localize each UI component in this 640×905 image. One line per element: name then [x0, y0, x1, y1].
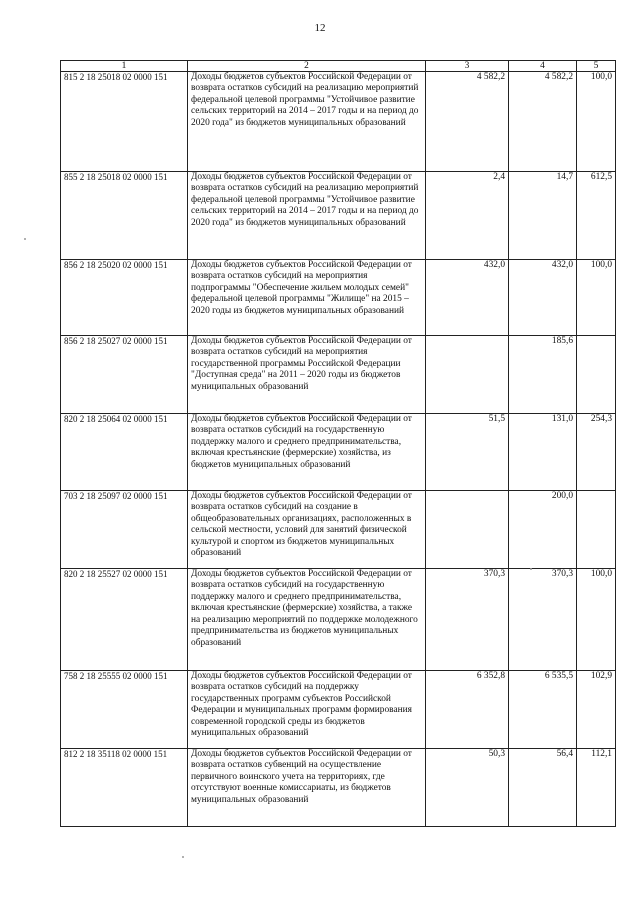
- budget-code-cell: 856 2 18 25027 02 0000 151: [61, 336, 188, 414]
- table-row: [61, 172, 616, 260]
- value-cell-4: 131,0: [509, 414, 577, 491]
- value-cell-4: 185,6: [509, 336, 577, 414]
- value-cell-4: 6 535,5: [509, 671, 577, 749]
- value-cell-3: [426, 491, 509, 569]
- value-cell-3: 50,3: [426, 749, 509, 827]
- scan-speck: [24, 238, 26, 240]
- description-cell: Доходы бюджетов субъектов Российской Федерации от возврата остатков субсидий на государственную поддержку малого и среднего предпринимательства, включая крестьянские (фермерские) хозяйства, а также на реализацию мероприятий по поддержке молодежного предпринимательства из бюджетов муниципальных образований: [188, 569, 426, 671]
- table-row: [61, 260, 616, 336]
- budget-code-cell: 855 2 18 25018 02 0000 151: [61, 172, 188, 260]
- table-row: [61, 414, 616, 491]
- value-cell-3: [426, 336, 509, 414]
- column-header-4: 4: [509, 61, 577, 72]
- value-cell-4: 432,0: [509, 260, 577, 336]
- budget-code-cell: 758 2 18 25555 02 0000 151: [61, 671, 188, 749]
- value-cell-3: 6 352,8: [426, 671, 509, 749]
- value-cell-5: 254,3: [577, 414, 616, 491]
- table-row: [61, 569, 616, 671]
- value-cell-3: 51,5: [426, 414, 509, 491]
- value-cell-5: 102,9: [577, 671, 616, 749]
- description-cell: Доходы бюджетов субъектов Российской Федерации от возврата остатков субсидий на реализацию мероприятий федеральной целевой программы "Устойчивое развитие сельских территорий на 2014 – 2017 годы и на период до 2020 года" из бюджетов муниципальных образований: [188, 172, 426, 260]
- table-row: [61, 671, 616, 749]
- value-cell-4: 56,4: [509, 749, 577, 827]
- value-cell-4: 14,7: [509, 172, 577, 260]
- column-header-3: 3: [426, 61, 509, 72]
- scan-speck: [182, 856, 184, 858]
- table-row: [61, 72, 616, 172]
- column-header-2: 2: [188, 61, 426, 72]
- value-cell-5: [577, 336, 616, 414]
- table-row: [61, 749, 616, 827]
- description-cell: Доходы бюджетов субъектов Российской Федерации от возврата остатков субсидий на реализацию мероприятий федеральной целевой программы "Устойчивое развитие сельских территорий на 2014 – 2017 годы и на период до 2020 года" из бюджетов муниципальных образований: [188, 72, 426, 172]
- scan-speck: [530, 568, 532, 570]
- description-cell: Доходы бюджетов субъектов Российской Федерации от возврата остатков субвенций на осуществление первичного воинского учета на территориях, где отсутствуют военные комиссариаты, из бюджетов муниципальных образований: [188, 749, 426, 827]
- page-number: 12: [314, 22, 326, 34]
- description-cell: Доходы бюджетов субъектов Российской Федерации от возврата остатков субсидий на мероприятия подпрограммы "Обеспечение жильем молодых семей" федеральной целевой программы "Жилище" на 2015 – 2020 годы из бюджетов муниципальных образований: [188, 260, 426, 336]
- budget-code-cell: 815 2 18 25018 02 0000 151: [61, 72, 188, 172]
- value-cell-3: 432,0: [426, 260, 509, 336]
- table-row: [61, 491, 616, 569]
- value-cell-5: 100,0: [577, 260, 616, 336]
- description-cell: Доходы бюджетов субъектов Российской Федерации от возврата остатков субсидий на государственную поддержку малого и среднего предпринимательства, включая крестьянские (фермерские) хозяйства, из бюджетов муниципальных образований: [188, 414, 426, 491]
- budget-revenue-table: [60, 60, 616, 827]
- column-header-1: 1: [61, 61, 188, 72]
- value-cell-5: 100,0: [577, 72, 616, 172]
- value-cell-5: 100,0: [577, 569, 616, 671]
- value-cell-4: 4 582,2: [509, 72, 577, 172]
- budget-code-cell: 820 2 18 25064 02 0000 151: [61, 414, 188, 491]
- value-cell-3: 4 582,2: [426, 72, 509, 172]
- value-cell-4: 200,0: [509, 491, 577, 569]
- budget-code-cell: 820 2 18 25527 02 0000 151: [61, 569, 188, 671]
- description-cell: Доходы бюджетов субъектов Российской Федерации от возврата остатков субсидий на поддержку государственных программ субъектов Российской Федерации и муниципальных программ формирования современной городской среды из бюджетов муниципальных образований: [188, 671, 426, 749]
- description-cell: Доходы бюджетов субъектов Российской Федерации от возврата остатков субсидий на мероприятия государственной программы Российской Федерации "Доступная среда" на 2011 – 2020 годы из бюджетов муниципальных образований: [188, 336, 426, 414]
- column-number-header-row: [61, 61, 616, 72]
- table-row: [61, 336, 616, 414]
- budget-code-cell: 856 2 18 25020 02 0000 151: [61, 260, 188, 336]
- budget-code-cell: 703 2 18 25097 02 0000 151: [61, 491, 188, 569]
- value-cell-3: 2,4: [426, 172, 509, 260]
- value-cell-5: 612,5: [577, 172, 616, 260]
- column-header-5: 5: [577, 61, 616, 72]
- value-cell-5: 112,1: [577, 749, 616, 827]
- value-cell-4: 370,3: [509, 569, 577, 671]
- value-cell-3: 370,3: [426, 569, 509, 671]
- budget-code-cell: 812 2 18 35118 02 0000 151: [61, 749, 188, 827]
- value-cell-5: [577, 491, 616, 569]
- description-cell: Доходы бюджетов субъектов Российской Федерации от возврата остатков субсидий на создание в общеобразовательных организациях, расположенных в сельской местности, условий для занятий физической культурой и спортом из бюджетов муниципальных образований: [188, 491, 426, 569]
